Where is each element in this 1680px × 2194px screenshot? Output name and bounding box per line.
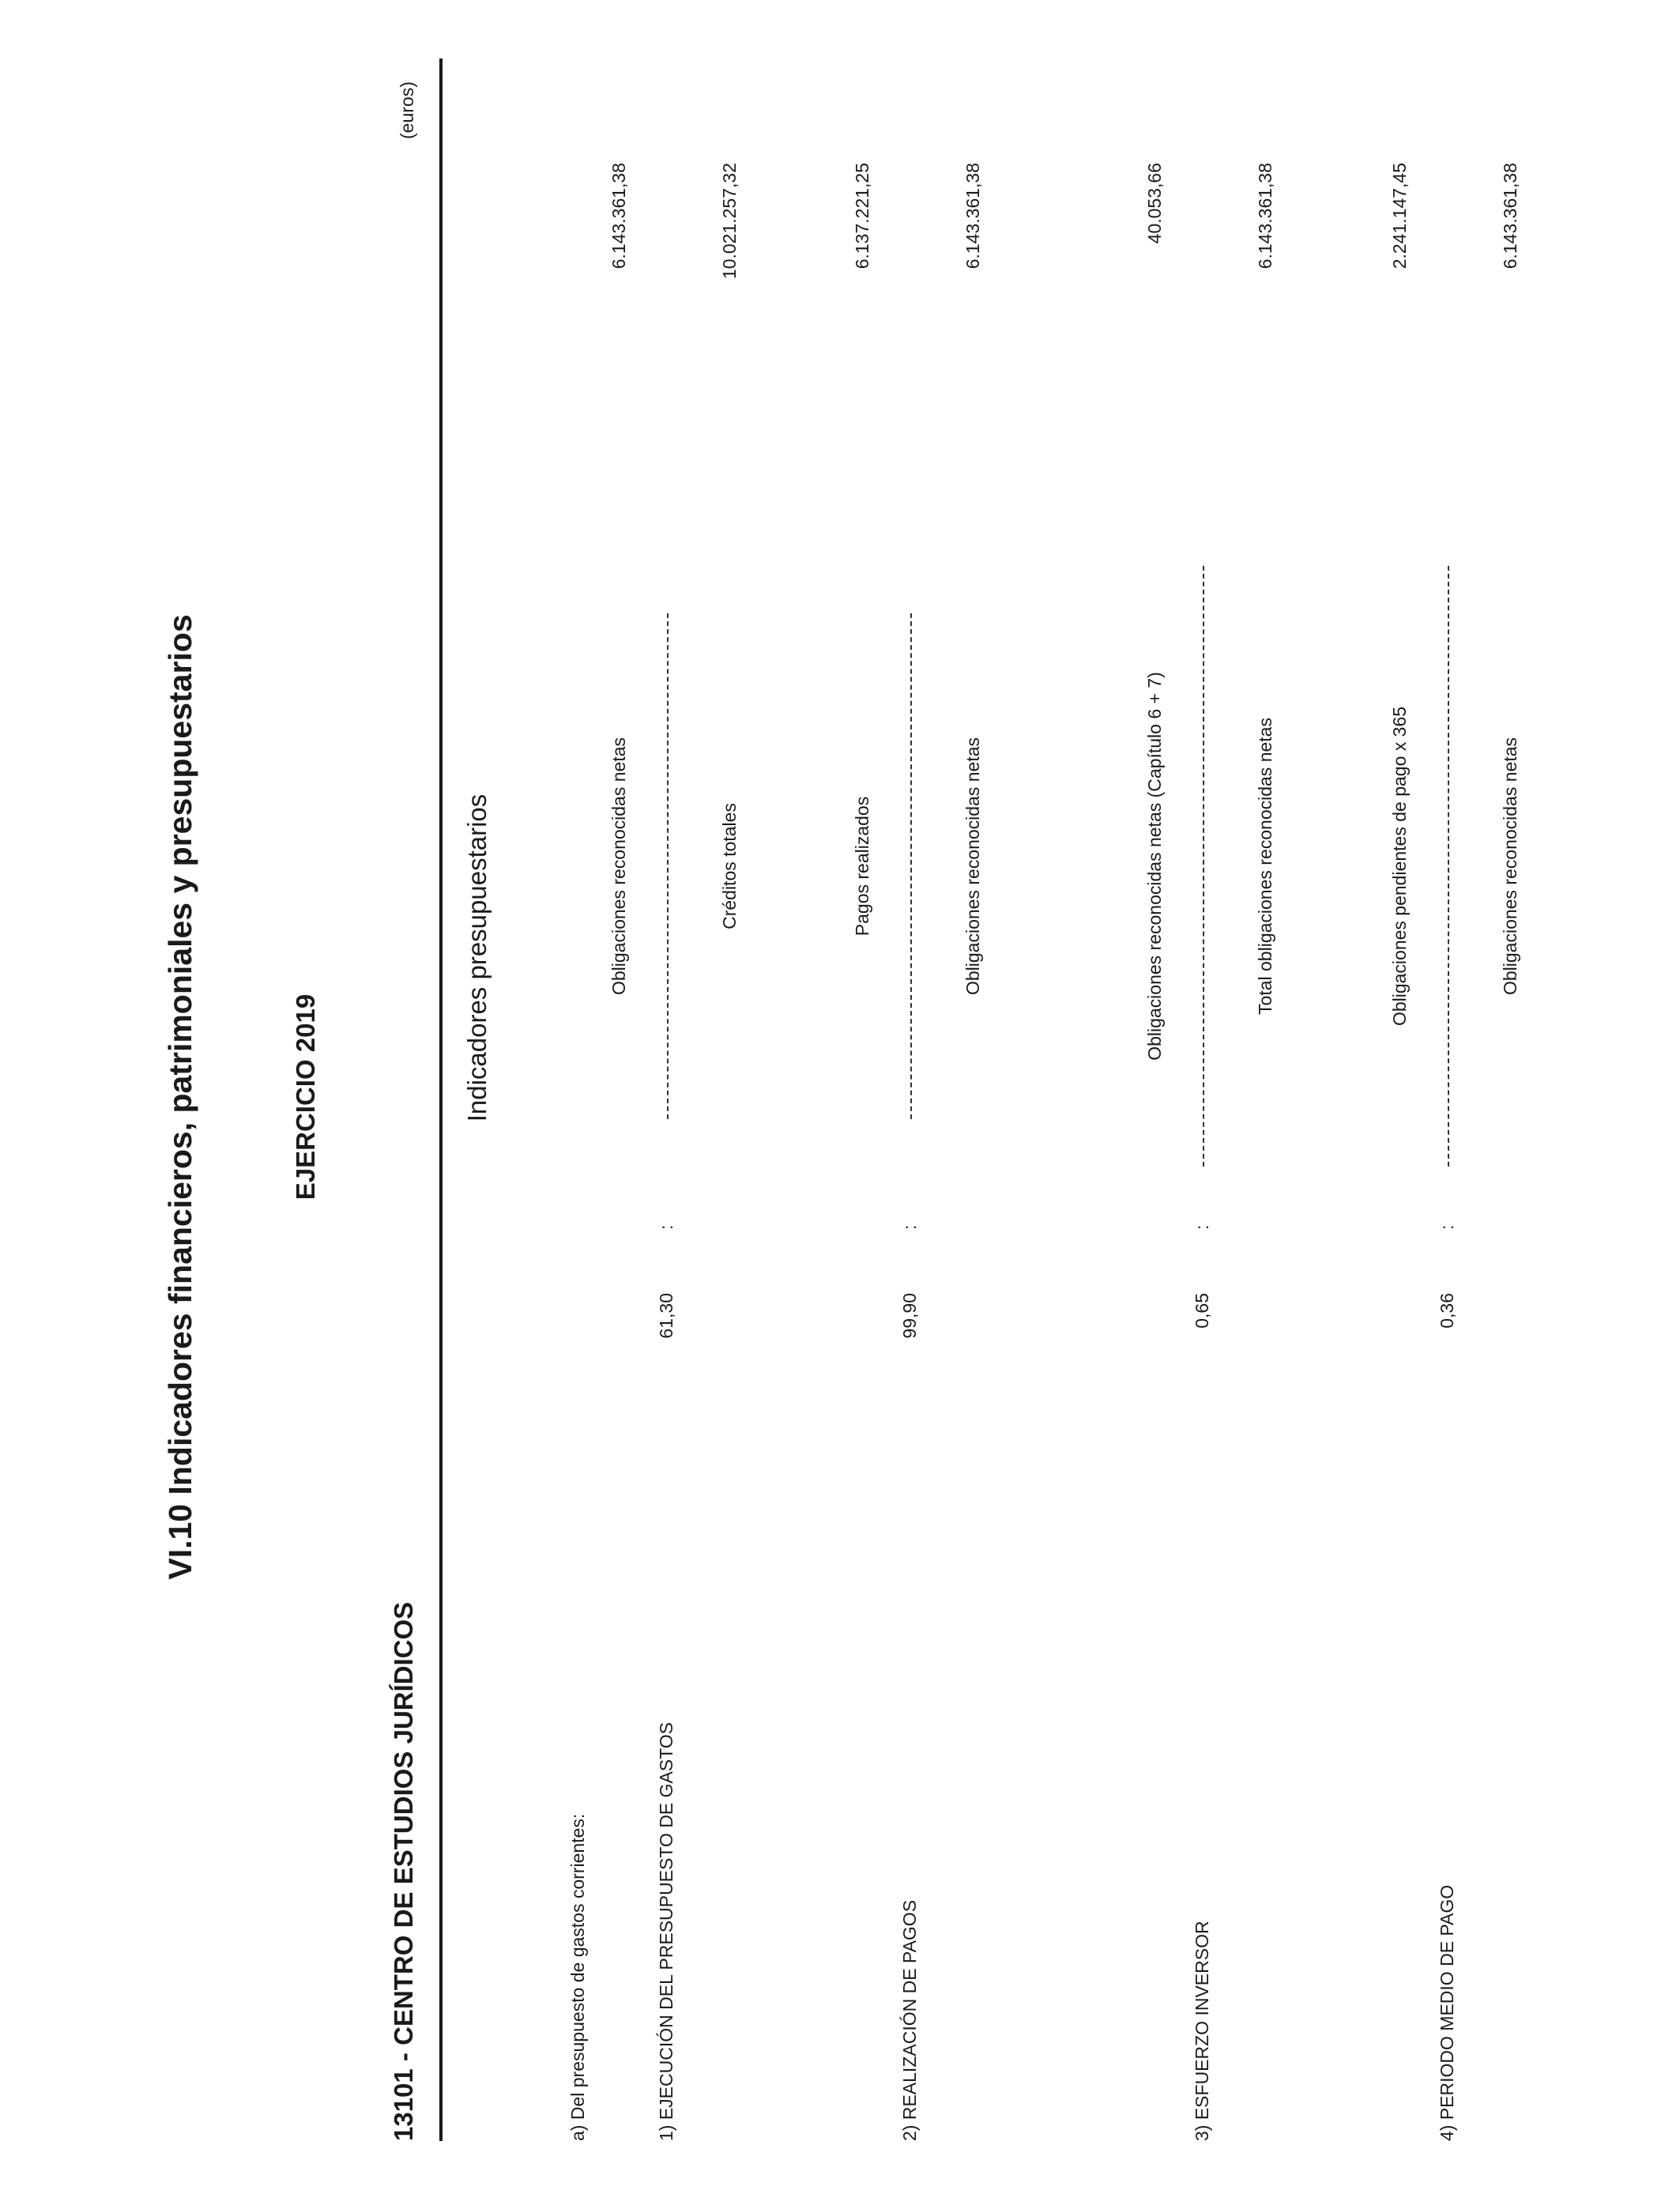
entity-heading: 13101 - CENTRO DE ESTUDIOS JURÍDICOS [389,1601,418,2141]
numerator-label: Pagos realizados [852,796,872,937]
denominator-label: Créditos totales [719,803,740,929]
indicator-name: 4) PERIODO MEDIO DE PAGO [1437,1884,1457,2141]
indicator-value: 0,65 [1192,1293,1212,1329]
indicator-colon: : [656,1224,676,1230]
numerator-amount: 2.241.147,45 [1389,163,1410,270]
numerator-amount: 6.143.361,38 [608,163,629,270]
numerator-label: Obligaciones reconocidas netas [608,737,629,996]
denominator-amount: 6.143.361,38 [1500,163,1520,270]
indicator-colon: : [899,1224,920,1230]
fraction-line [1203,566,1204,1167]
subsection-label: a) Del presupuesto de gastos corrientes: [567,1813,588,2141]
indicator-colon: : [1437,1224,1457,1230]
indicator-name: 3) ESFUERZO INVERSOR [1192,1921,1212,2141]
numerator-label: Obligaciones reconocidas netas (Capítulo 6 + 7) [1144,672,1165,1061]
report-title: VI.10 Indicadores financieros, patrimoniales y presupuestarios [162,614,198,1580]
denominator-amount: 6.143.361,38 [1255,163,1275,270]
denominator-label: Obligaciones reconocidas netas [1500,737,1520,996]
numerator-amount: 6.137.221,25 [852,163,872,270]
indicator-value: 0,36 [1437,1293,1457,1329]
fraction-line [1448,566,1449,1167]
indicator-value: 61,30 [656,1293,676,1339]
section-title: Indicadores presupuestarios [462,794,492,1122]
indicator-name: 1) EJECUCIÓN DEL PRESUPUESTO DE GASTOS [656,1722,676,2141]
denominator-amount: 10.021.257,32 [719,163,740,280]
denominator-amount: 6.143.361,38 [962,163,983,270]
currency-note: (euros) [397,81,417,139]
indicator-name: 2) REALIZACIÓN DE PAGOS [899,1899,920,2141]
indicator-colon: : [1192,1224,1212,1230]
indicator-value: 99,90 [899,1293,920,1339]
fiscal-year-heading: EJERCICIO 2019 [291,993,320,1201]
numerator-label: Obligaciones pendientes de pago x 365 [1389,706,1410,1027]
denominator-label: Obligaciones reconocidas netas [962,737,983,996]
fraction-line [910,613,912,1119]
numerator-amount: 40.053,66 [1144,163,1165,244]
header-rule [439,58,443,2141]
fraction-line [667,613,669,1119]
denominator-label: Total obligaciones reconocidas netas [1255,718,1275,1015]
